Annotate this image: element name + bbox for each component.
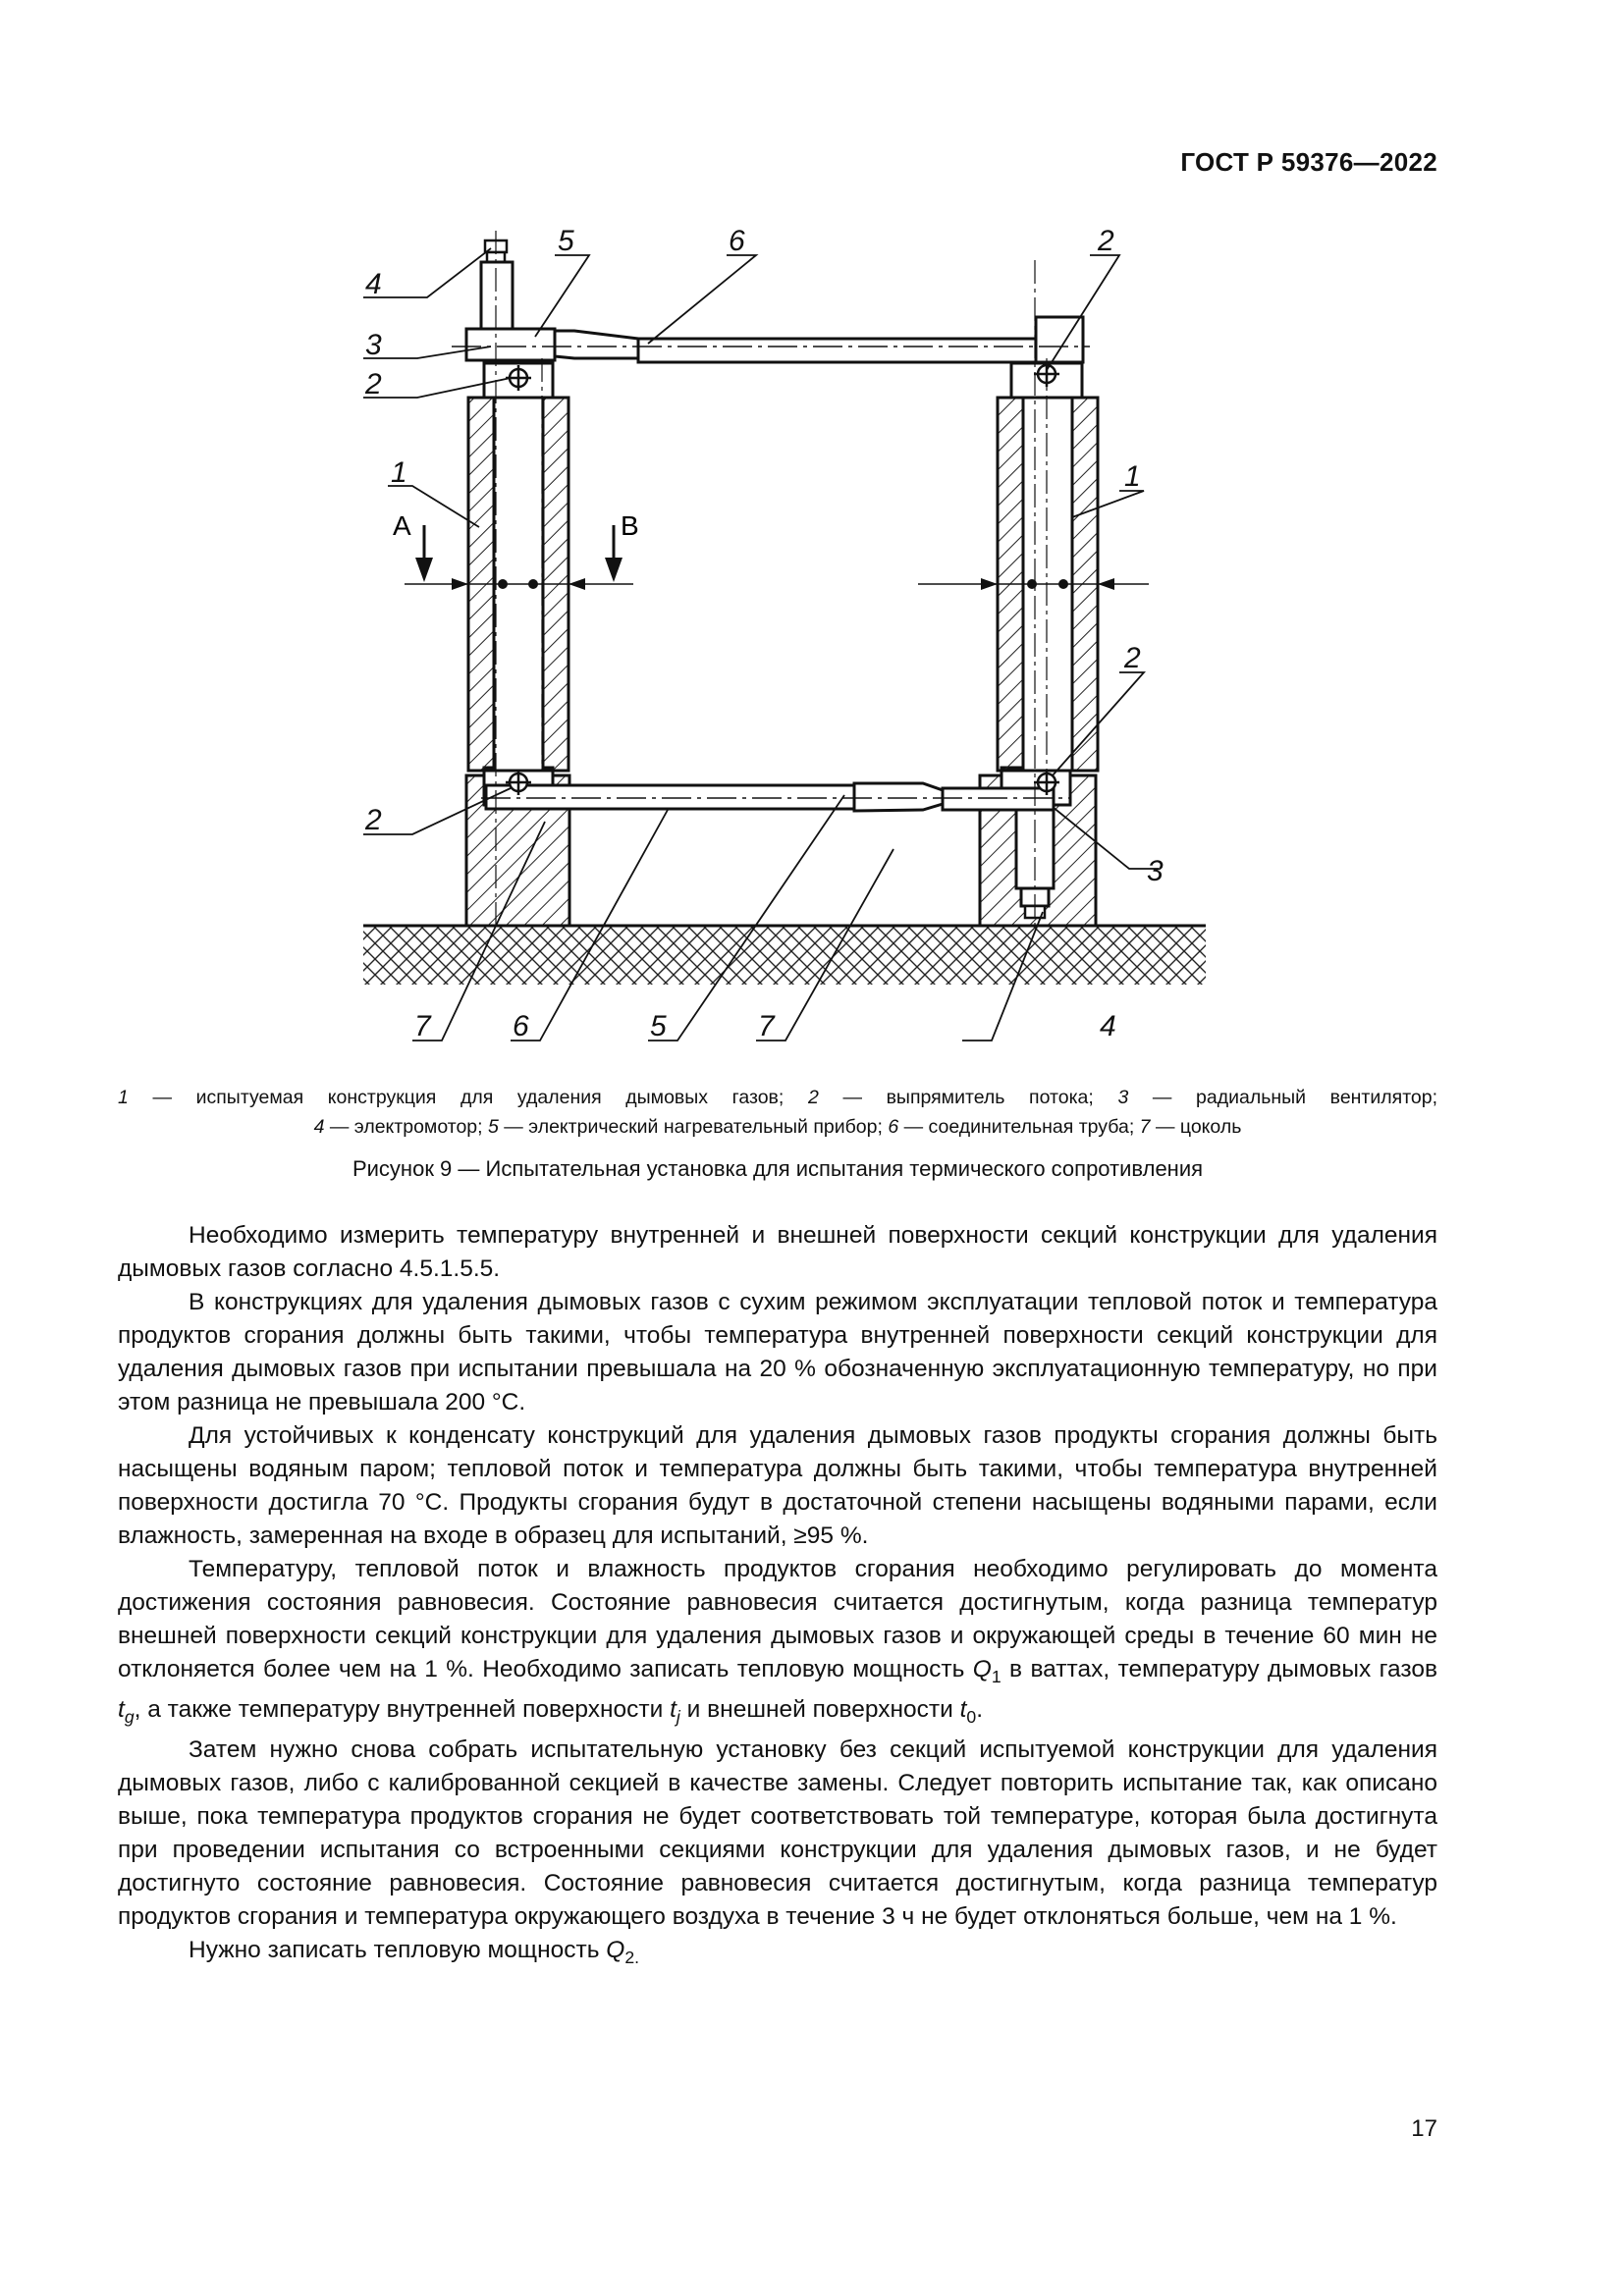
right-chimney-section xyxy=(998,363,1098,771)
test-rig-figure xyxy=(344,221,1208,1065)
section-arrow-a xyxy=(393,510,433,582)
paragraph-4: Температуру, тепловой поток и влажность продуктов сгорания необходимо регулировать до момента достижения состояния равновесия. Состояние равновесия считается достигнутым, когда разница температур внешней поверхности секций конструкции для удаления дымовых газов и окружающей среды в течение 60 мин не отклоняется более чем на 1 %. Необходимо записать тепловую мощность $Q_1$ в ваттах, температуру дымовых газов $t_g$, а также температуру внутренней поверхности $t_j$ и внешней поверхности $t_0$. xyxy=(118,1556,1437,1727)
paragraph-3: Для устойчивых к конденсату конструкций для удаления дымовых газов продукты сгорания должны быть насыщены водяным паром; тепловой поток и температура должны быть такими, чтобы температура внутренней поверхности достигла 70 °С. Продукты сгорания будут в достаточной степени насыщены водяными парами, если влажность, замеренная на входе в образец для испытаний, ≥95 %. xyxy=(118,1422,1437,1549)
callout-2-left-top: 2 xyxy=(365,368,382,400)
flow-straightener-icon xyxy=(506,361,1059,795)
callout-4-top: 4 xyxy=(365,268,382,300)
callout-5-top: 5 xyxy=(558,225,574,257)
section-label-a: А xyxy=(393,510,411,541)
callout-5-bottom: 5 xyxy=(650,1010,667,1042)
test-rig-drawing xyxy=(344,221,1208,1065)
callout-1-right: 1 xyxy=(1124,460,1141,493)
ground xyxy=(363,926,1206,985)
callout-6-bottom: 6 xyxy=(513,1010,529,1042)
section-label-b: В xyxy=(621,510,639,541)
callout-4-bottom: 4 xyxy=(1100,1010,1116,1042)
legend-line-1: 1 — испытуемая конструкция для удаления дымовых газов; 2 — выпрямитель потока; 3 — радиальный вентилятор; xyxy=(118,1087,1438,1108)
figure-legend xyxy=(118,1083,1437,1142)
legend-line-2: 4 — электромотор; 5 — электрический нагревательный прибор; 6 — соединительная труба; 7 — цоколь xyxy=(313,1116,1242,1138)
figure-caption: Рисунок 9 — Испытательная установка для испытания термического сопротивления xyxy=(352,1156,1204,1181)
callout-7-bottom-left: 7 xyxy=(414,1010,431,1042)
paragraph-2: В конструкциях для удаления дымовых газов с сухим режимом эксплуатации тепловой поток и температура продуктов сгорания должны быть такими, чтобы температура внутренней поверхности секций конструкции для удаления дымовых газов при испытании превышала на 20 % обозначенную эксплуатационную температуру, но при этом разница не превышала 200 °С. xyxy=(118,1289,1437,1415)
paragraph-5: Затем нужно снова собрать испытательную установку без секций испытуемой конструкции для удаления дымовых газов, либо с калиброванной секцией в качестве замены. Следует повторить испытание так, как описано выше, пока температура продуктов сгорания не будет соответствовать той температуре, которая была достигнута при проведении испытания со встроенными секциями конструкции для удаления дымовых газов, и не будет достигнуто состояние равновесия. Состояние равновесия считается достигнутым, когда разница температур продуктов сгорания и температура окружающего воздуха в течение 3 ч не будет отклоняться больше, чем на 1 %. xyxy=(118,1735,1437,1930)
top-motor-fan xyxy=(466,240,555,360)
callout-2-top-right: 2 xyxy=(1098,225,1114,257)
callout-3-left: 3 xyxy=(365,329,382,361)
document-header: ГОСТ Р 59376—2022 xyxy=(1180,147,1437,177)
paragraph-6: Нужно записать тепловую мощность $Q_{2.}$ xyxy=(189,1936,640,1967)
left-chimney-section xyxy=(468,363,568,771)
callout-7-bottom-right: 7 xyxy=(758,1010,775,1042)
bottom-connecting-pipe xyxy=(481,783,1070,811)
callout-2-left-bottom: 2 xyxy=(365,804,382,836)
paragraph-1: Необходимо измерить температуру внутренней и внешней поверхности секций конструкции для удаления дымовых газов согласно 4.5.1.5.5. xyxy=(118,1222,1437,1282)
section-arrow-b xyxy=(605,510,639,582)
callout-3-right: 3 xyxy=(1147,855,1164,887)
page-number: 17 xyxy=(1411,2115,1437,2142)
body-text xyxy=(118,1219,1437,1974)
callout-1-left: 1 xyxy=(391,456,407,489)
callout-2-right-mid: 2 xyxy=(1124,642,1141,674)
callout-6-top: 6 xyxy=(729,225,745,257)
